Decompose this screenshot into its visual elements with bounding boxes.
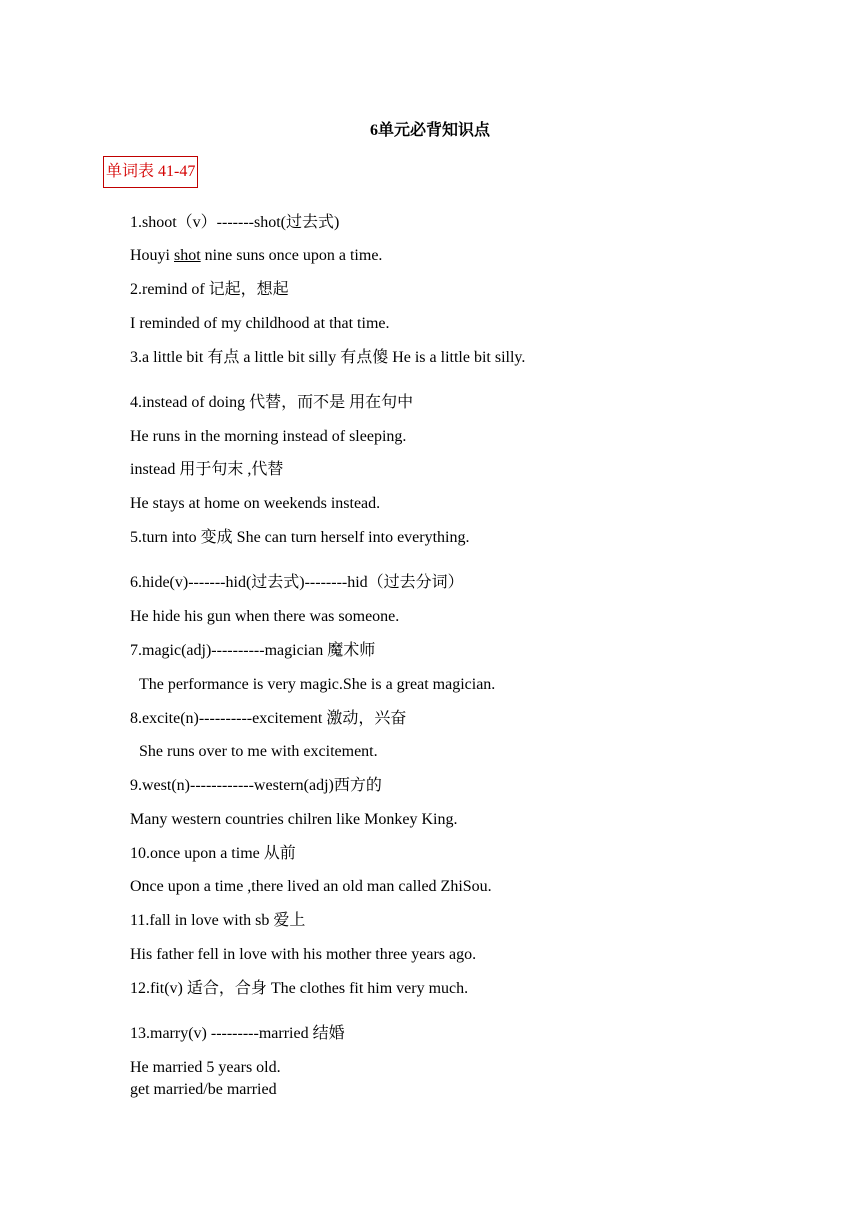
underlined-word: shot xyxy=(174,247,201,264)
entry-line: 1.shoot（v）-------shot(过去式) xyxy=(130,214,340,231)
example-line: He runs in the morning instead of sleeping. xyxy=(130,428,407,445)
example-line: Many western countries chilren like Monkey King. xyxy=(130,811,458,828)
example-line: His father fell in love with his mother three years ago. xyxy=(130,946,477,963)
example-line: He stays at home on weekends instead. xyxy=(130,495,381,512)
entry-line: 12.fit(v) 适合，合身 The clothes fit him very much. xyxy=(130,980,469,997)
entry-line: 6.hide(v)-------hid(过去式)--------hid（过去分词） xyxy=(130,574,464,591)
entry-line: 5.turn into 变成 She can turn herself into everything. xyxy=(130,529,470,546)
example-line: Houyi shot nine suns once upon a time. xyxy=(130,247,383,264)
example-line: The performance is very magic.She is a great magician. xyxy=(139,676,496,693)
entry-line: 3.a little bit 有点 a little bit silly 有点傻 He is a little bit silly. xyxy=(130,349,526,366)
example-line: I reminded of my childhood at that time. xyxy=(130,315,390,332)
example-line: Once upon a time ,there lived an old man called ZhiSou. xyxy=(130,878,492,895)
section-label: 单词表 41-47 xyxy=(103,156,198,188)
entry-line: 2.remind of 记起，想起 xyxy=(130,281,289,298)
example-line: He married 5 years old. xyxy=(130,1059,281,1076)
entry-line: 11.fall in love with sb 爱上 xyxy=(130,912,306,929)
entry-line: 9.west(n)------------western(adj)西方的 xyxy=(130,777,382,794)
page-title: 6单元必背知识点 xyxy=(369,122,490,139)
example-line: She runs over to me with excitement. xyxy=(139,743,378,760)
entry-line: 7.magic(adj)----------magician 魔术师 xyxy=(130,642,376,659)
entry-line: instead 用于句末 ,代替 xyxy=(130,461,284,478)
entry-line: 4.instead of doing 代替，而不是 用在句中 xyxy=(130,394,414,411)
entry-line: 10.once upon a time 从前 xyxy=(130,845,296,862)
entry-line: 13.marry(v) ---------married 结婚 xyxy=(130,1025,345,1042)
entry-line: 8.excite(n)----------excitement 激动，兴奋 xyxy=(130,710,407,727)
example-line: get married/be married xyxy=(130,1081,277,1098)
example-line: He hide his gun when there was someone. xyxy=(130,608,400,625)
